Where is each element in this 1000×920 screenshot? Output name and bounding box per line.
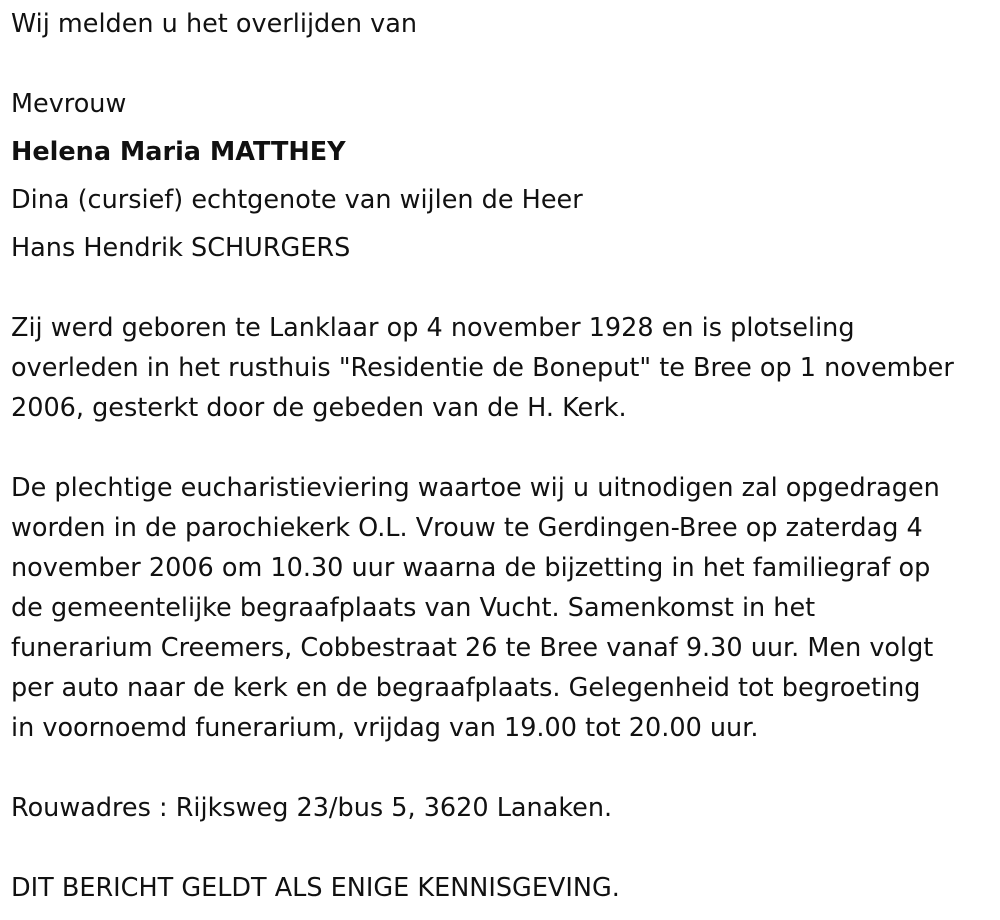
death-notice [11, 4, 991, 908]
spouse-name: Hans Hendrik SCHURGERS [11, 233, 351, 263]
spacer [11, 44, 991, 84]
spacer [11, 172, 991, 180]
paragraph-line: november 2006 om 10.30 uur waarna de bijzetting in het familiegraf op [11, 553, 931, 583]
paragraph-line: overleden in het rusthuis "Residentie de Boneput" te Bree op 1 november [11, 353, 954, 383]
paragraph-line: worden in de parochiekerk O.L. Vrouw te Gerdingen-Bree op zaterdag 4 [11, 513, 923, 543]
paragraph-line: Zij werd geboren te Lanklaar op 4 november 1928 en is plotseling [11, 313, 855, 343]
spacer [11, 828, 991, 868]
spacer [11, 268, 991, 308]
closing-statement: DIT BERICHT GELDT ALS ENIGE KENNISGEVING. [11, 873, 620, 903]
birth-paragraph [11, 308, 991, 428]
deceased-name: Helena Maria MATTHEY [11, 137, 346, 167]
paragraph-line: 2006, gesterkt door de gebeden van de H. Kerk. [11, 393, 627, 423]
service-paragraph [11, 468, 991, 748]
spacer [11, 748, 991, 788]
spacer [11, 220, 991, 228]
paragraph-line: in voornoemd funerarium, vrijdag van 19.00 tot 20.00 uur. [11, 713, 759, 743]
spacer [11, 124, 991, 132]
spouse-line: Dina (cursief) echtgenote van wijlen de Heer [11, 185, 583, 215]
paragraph-line: per auto naar de kerk en de begraafplaats. Gelegenheid tot begroeting [11, 673, 921, 703]
intro-text: Wij melden u het overlijden van [11, 9, 418, 39]
mourning-address: Rouwadres : Rijksweg 23/bus 5, 3620 Lanaken. [11, 793, 613, 823]
salutation: Mevrouw [11, 89, 127, 119]
paragraph-line: funerarium Creemers, Cobbestraat 26 te Bree vanaf 9.30 uur. Men volgt [11, 633, 934, 663]
paragraph-line: de gemeentelijke begraafplaats van Vucht. Samenkomst in het [11, 593, 816, 623]
paragraph-line: De plechtige eucharistieviering waartoe wij u uitnodigen zal opgedragen [11, 473, 940, 503]
spacer [11, 428, 991, 468]
